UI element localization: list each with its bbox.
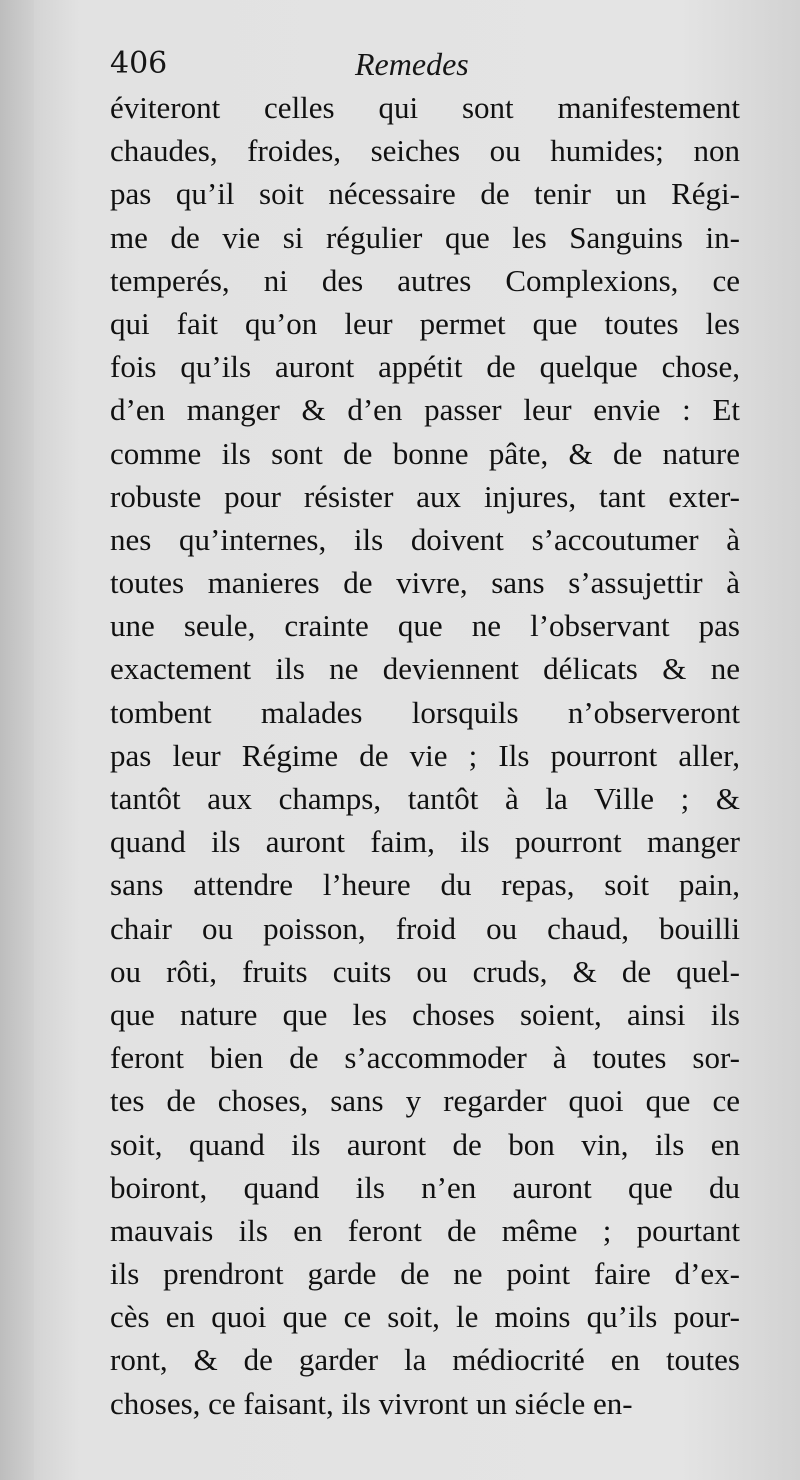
text-line: pas leur Régime de vie ; Ils pourront aller, xyxy=(110,737,740,773)
text-line: chair ou poisson, froid ou chaud, bouilli xyxy=(110,910,740,946)
text-line: tombent malades lorsquils n’observeront xyxy=(110,694,740,730)
text-line: nes qu’internes, ils doivent s’accoutumer à xyxy=(110,521,740,557)
text-line: d’en manger & d’en passer leur envie : Et xyxy=(110,392,740,428)
text-line: soit, quand ils auront de bon vin, ils en xyxy=(110,1126,740,1162)
text-line: mauvais ils en feront de même ; pourtant xyxy=(110,1212,740,1248)
text-line: boiront, quand ils n’en auront que du xyxy=(110,1169,740,1205)
text-line: tes de choses, sans y regarder quoi que ce xyxy=(110,1083,740,1119)
body-text xyxy=(110,86,740,1425)
text-line: sans attendre l’heure du repas, soit pain, xyxy=(110,867,740,903)
text-line: exactement ils ne deviennent délicats & ne xyxy=(110,651,740,687)
text-line: qui fait qu’on leur permet que toutes les xyxy=(110,305,740,341)
text-line: toutes manieres de vivre, sans s’assujettir à xyxy=(110,565,740,601)
text-line: éviteront celles qui sont manifestement xyxy=(110,90,740,125)
text-line: ils prendront garde de ne point faire d’ex- xyxy=(110,1256,740,1292)
page-number: 406 xyxy=(110,46,168,81)
text-line: pas qu’il soit nécessaire de tenir un Régi- xyxy=(110,176,740,212)
text-line: robuste pour résister aux injures, tant exter- xyxy=(110,478,740,514)
text-line: choses, ce faisant, ils vivront un siécle en- xyxy=(110,1385,633,1421)
text-line: ront, & de garder la médiocrité en toutes xyxy=(110,1342,740,1378)
text-line: chaudes, froides, seiches ou humides; non xyxy=(110,133,740,169)
text-line: comme ils sont de bonne pâte, & de nature xyxy=(110,435,740,471)
text-line: quand ils auront faim, ils pourront manger xyxy=(110,824,740,860)
text-line: fois qu’ils auront appétit de quelque chose, xyxy=(110,349,740,385)
text-line: temperés, ni des autres Complexions, ce xyxy=(110,262,740,298)
text-line: une seule, crainte que ne l’observant pas xyxy=(110,608,740,644)
text-line: tantôt aux champs, tantôt à la Ville ; & xyxy=(110,781,740,816)
text-line: feront bien de s’accommoder à toutes sor- xyxy=(110,1040,740,1076)
page-gutter-shadow xyxy=(0,0,34,1480)
running-title: Remedes xyxy=(355,46,469,82)
text-line: ou rôti, fruits cuits ou cruds, & de quel- xyxy=(110,953,740,989)
text-line: me de vie si régulier que les Sanguins in- xyxy=(110,219,740,255)
text-line: cès en quoi que ce soit, le moins qu’ils pour- xyxy=(110,1299,740,1335)
text-line: que nature que les choses soient, ainsi ils xyxy=(110,996,740,1032)
